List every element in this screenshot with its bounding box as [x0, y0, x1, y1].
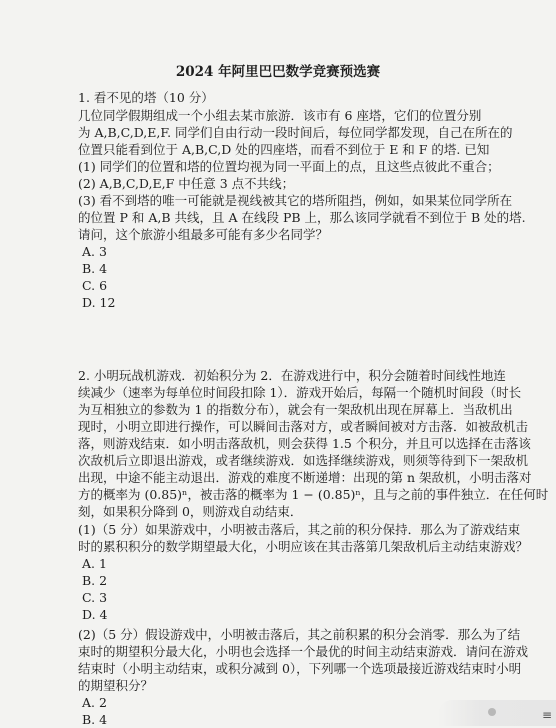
- q2-text-line: 2. 小明玩战机游戏．初始积分为 2．在游戏进行中，积分会随着时间线性地连: [78, 368, 506, 383]
- q2-text-line: 次敌机后立即退出游戏，或者继续游戏．如选择继续游戏，则须等待到下一架敌机: [78, 453, 529, 468]
- q2-text-line: 方的概率为 (0.85)ⁿ，被击落的概率为 1 − (0.85)ⁿ，且与之前的事件独立．在任何时: [78, 487, 549, 502]
- q1-text-line: 位置只能看到位于 A,B,C,D 处的四座塔，而看不到位于 E 和 F 的塔. 已知: [78, 142, 490, 157]
- q2-part2-line: 结束时（小明主动结束，或积分减到 0），下列哪一个选项最接近游戏结束时小明: [78, 661, 522, 676]
- q2-text-line: 续减少（速率为每单位时间段扣除 1）．游戏开始后，每隔一个随机时间段（时长: [78, 385, 522, 400]
- q2-text-line: 现时，小明立即进行操作，可以瞬间击落对方，或者瞬间被对方击落．如被敌机击: [78, 419, 529, 434]
- q1-text-line: (2) A,B,C,D,E,F 中任意 3 点不共线；: [78, 176, 295, 191]
- q1-option-b: B. 4: [82, 261, 108, 276]
- q2-part2-option-a: A. 2: [82, 695, 107, 710]
- q1-text-line: (1) 同学们的位置和塔的位置均视为同一平面上的点，且这些点彼此不重合；: [78, 159, 500, 174]
- q2-part2-option-b: B. 4: [82, 712, 108, 727]
- menu-icon[interactable]: ≡: [541, 708, 552, 722]
- q2-text-line: 刻，如果积分降到 0，则游戏自动结束．: [78, 504, 303, 519]
- q2-part1-option-c: C. 3: [82, 590, 108, 605]
- q1-option-d: D. 12: [82, 295, 116, 310]
- q1-option-a: A. 3: [82, 244, 107, 259]
- q2-text-line: 落，则游戏结束．如小明击落敌机，则会获得 1.5 个积分，并且可以选择在击落该: [78, 436, 531, 451]
- q2-part2-line: 的期望积分？: [78, 678, 154, 693]
- q2-part2-line: 束时的期望积分最大化，小明也会选择一个最优的时间主动结束游戏．请问在游戏: [78, 644, 529, 659]
- q1-text-line: 的位置 P 和 A,B 共线，且 A 在线段 PB 上，那么该同学就看不到位于 B 处的塔.: [78, 210, 526, 225]
- q2-part1-option-a: A. 1: [82, 556, 107, 571]
- q2-text-line: 为互相独立的参数为 1 的指数分布），就会有一架敌机出现在屏幕上．当敌机出: [78, 402, 513, 417]
- exam-title: 2024 年阿里巴巴数学竞赛预选赛: [175, 64, 381, 80]
- q2-part2-line: (2)（5 分）假设游戏中，小明被击落后，其之前积累的积分会消零．那么为了结: [78, 627, 521, 642]
- dot-icon: [488, 708, 496, 716]
- q1-text-line: 几位同学假期组成一个小组去某市旅游．该市有 6 座塔，它们的位置分别: [78, 108, 482, 123]
- q1-text-line: (3) 看不到塔的唯一可能就是视线被其它的塔所阻挡，例如，如果某位同学所在: [78, 193, 513, 208]
- q2-part1-option-b: B. 2: [82, 573, 108, 588]
- q1-text-line: 为 A,B,C,D,E,F. 同学们自由行动一段时间后，每位同学都发现，自己在所在的: [78, 125, 513, 140]
- q1-text-line: 请问，这个旅游小组最多可能有多少名同学？: [78, 227, 329, 242]
- q1-header: 1. 看不见的塔（10 分）: [78, 90, 214, 105]
- q2-part1-line: 时的累积积分的数学期望最大化，小明应该在其击落第几架敌机后主动结束游戏？: [78, 539, 529, 554]
- viewer-corner-overlay[interactable]: [438, 700, 556, 726]
- q2-part1-line: (1)（5 分）如果游戏中，小明被击落后，其之前的积分保持．那么为了游戏结束: [78, 522, 521, 537]
- q1-option-c: C. 6: [82, 278, 108, 293]
- q2-text-line: 出现，中途不能主动退出．游戏的难度不断递增：出现的第 n 架敌机，小明击落对: [78, 470, 532, 485]
- q2-part1-option-d: D. 4: [82, 607, 108, 622]
